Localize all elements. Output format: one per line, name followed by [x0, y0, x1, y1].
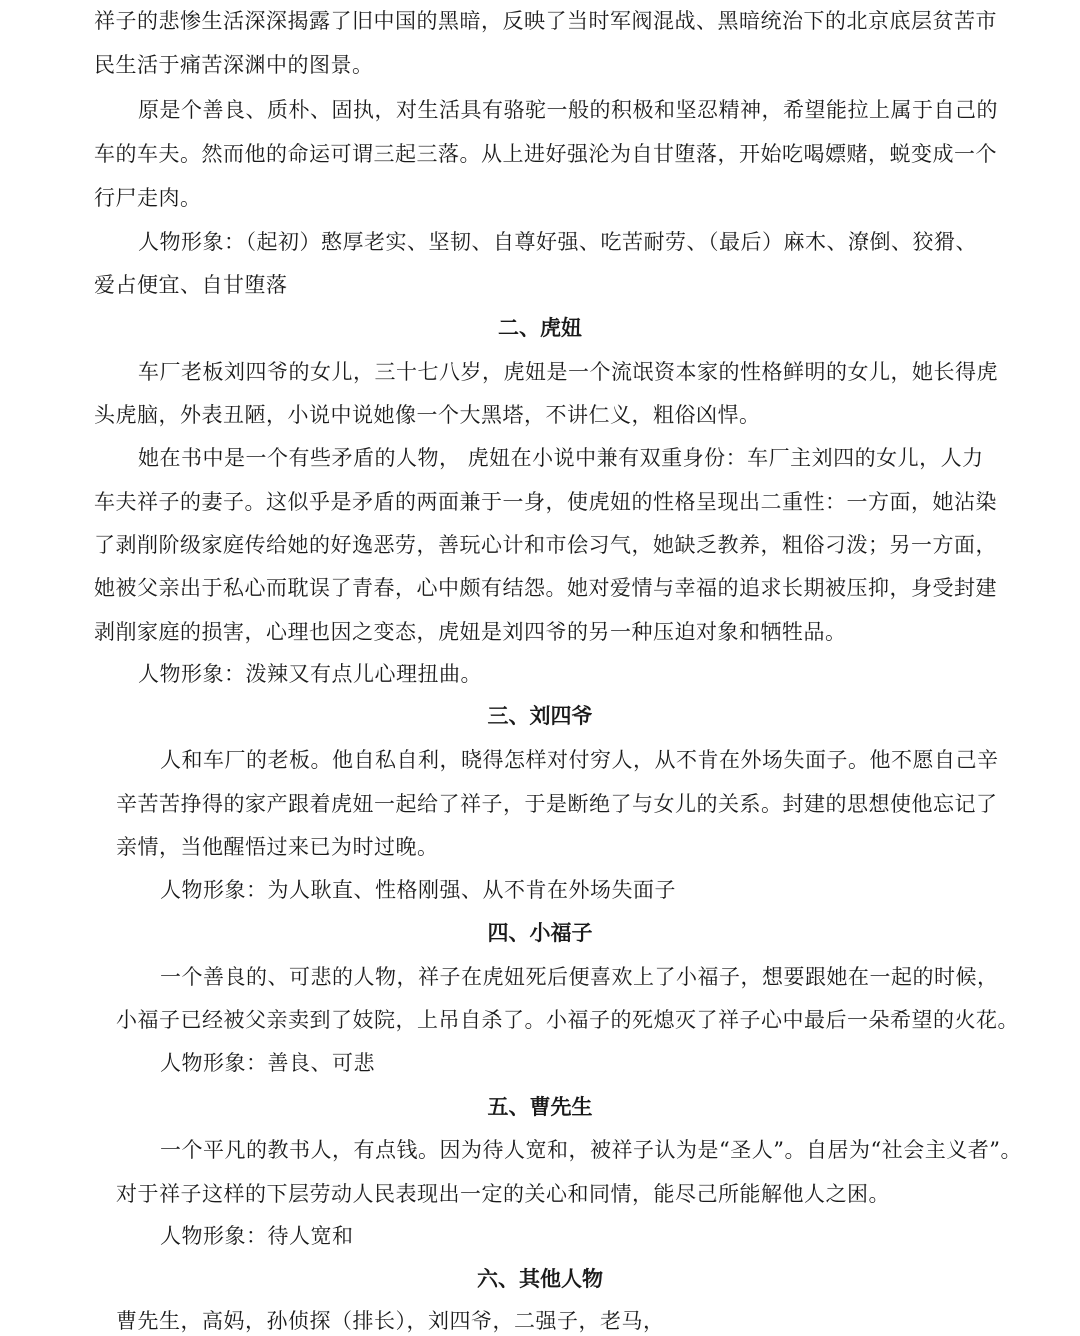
huniu-line-7: 剥削家庭的损害，心理也因之变态，虎妞是刘四爷的另一种压迫对象和牺牲品。 — [94, 620, 847, 644]
others-line-1: 曹先生，高妈，孙侦探（排长），刘四爷，二强子，老马， — [116, 1309, 665, 1333]
xiaofuzi-line-1: 一个善良的、可悲的人物，祥子在虎妞死后便喜欢上了小福子，想要跟她在一起的时候， — [160, 965, 999, 989]
liusiye-line-4: 人物形象：为人耿直、性格刚强、从不肯在外场失面子 — [160, 878, 676, 902]
intro-line-4: 车的车夫。然而他的命运可谓三起三落。从上进好强沦为自甘堕落，开始吃喝嫖赌，蜕变成一个 — [94, 142, 997, 166]
caoxiansheng-line-1: 一个平凡的教书人，有点钱。因为待人宽和，被祥子认为是“圣人”。自居为“社会主义者”。 — [160, 1138, 1022, 1162]
liusiye-line-2: 辛苦苦挣得的家产跟着虎妞一起给了祥子，于是断绝了与女儿的关系。封建的思想使他忘记了 — [116, 792, 998, 816]
intro-line-5: 行尸走肉。 — [94, 186, 202, 210]
huniu-line-8: 人物形象：泼辣又有点儿心理扭曲。 — [138, 662, 482, 686]
huniu-line-2: 头虎脑，外表丑陋，小说中说她像一个大黑塔，不讲仁义，粗俗凶悍。 — [94, 403, 761, 427]
caoxiansheng-line-3: 人物形象：待人宽和 — [160, 1224, 354, 1248]
intro-line-2: 民生活于痛苦深渊中的图景。 — [94, 53, 374, 77]
section-heading-caoxiansheng: 五、曹先生 — [487, 1095, 593, 1119]
huniu-line-1: 车厂老板刘四爷的女儿，三十七八岁，虎妞是一个流氓资本家的性格鲜明的女儿，她长得虎 — [138, 360, 998, 384]
liusiye-line-3: 亲情，当他醒悟过来已为时过晚。 — [116, 835, 439, 859]
intro-line-6: 人物形象：（起初）憨厚老实、坚韧、自尊好强、吃苦耐劳、（最后）麻木、潦倒、狡猾、 — [138, 230, 977, 254]
huniu-line-3: 她在书中是一个有些矛盾的人物， 虎妞在小说中兼有双重身份：车厂主刘四的女儿，人力 — [138, 446, 984, 470]
xiaofuzi-line-2: 小福子已经被父亲卖到了妓院，上吊自杀了。小福子的死熄灭了祥子心中最后一朵希望的火花。 — [116, 1008, 1019, 1032]
huniu-line-5: 了剥削阶级家庭传给她的好逸恶劳，善玩心计和市侩习气，她缺乏教养，粗俗刁泼；另一方面， — [94, 533, 997, 557]
intro-line-3: 原是个善良、质朴、固执，对生活具有骆驼一般的积极和坚忍精神，希望能拉上属于自己的 — [138, 98, 998, 122]
huniu-line-4: 车夫祥子的妻子。这似乎是矛盾的两面兼于一身，使虎妞的性格呈现出二重性：一方面，她沾染 — [94, 490, 997, 514]
huniu-line-6: 她被父亲出于私心而耽误了青春，心中颇有结怨。她对爱情与幸福的追求长期被压抑，身受封建 — [94, 576, 997, 600]
section-heading-liusiye: 三、刘四爷 — [487, 704, 593, 728]
section-heading-huniu: 二、虎妞 — [498, 316, 582, 340]
xiaofuzi-line-3: 人物形象：善良、可悲 — [160, 1051, 375, 1075]
section-heading-others: 六、其他人物 — [477, 1267, 603, 1291]
intro-line-1: 祥子的悲惨生活深深揭露了旧中国的黑暗，反映了当时军阀混战、黑暗统治下的北京底层贫苦市 — [94, 9, 997, 33]
section-heading-xiaofuzi: 四、小福子 — [487, 921, 593, 945]
caoxiansheng-line-2: 对于祥子这样的下层劳动人民表现出一定的关心和同情，能尽己所能解他人之困。 — [116, 1182, 890, 1206]
liusiye-line-1: 人和车厂的老板。他自私自利，晓得怎样对付穷人，从不肯在外场失面子。他不愿自己辛 — [160, 748, 999, 772]
intro-line-7: 爱占便宜、自甘堕落 — [94, 273, 288, 297]
